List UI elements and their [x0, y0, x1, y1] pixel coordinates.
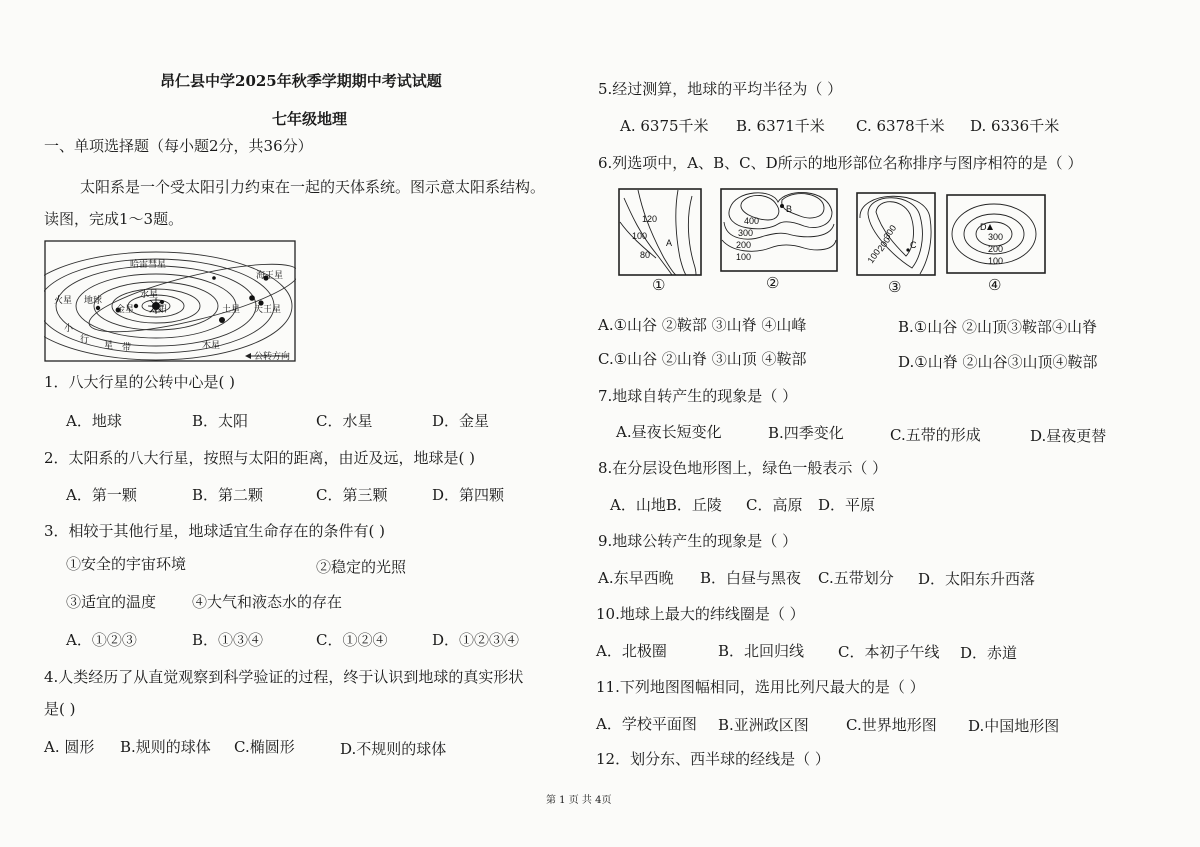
- option-a: A.①山谷 ②鞍部 ③山脊 ④山峰: [598, 316, 807, 334]
- option-a: A.东早西晚: [598, 569, 674, 587]
- contour-label: 300: [881, 223, 899, 242]
- question-stem: 8.在分层设色地形图上，绿色一般表示（ ）: [598, 459, 888, 477]
- option-d: D．①②③④: [432, 631, 520, 649]
- option-c: C．高原: [746, 496, 803, 514]
- option-b: B.①山谷 ②山顶③鞍部④山脊: [898, 318, 1098, 336]
- condition-item: ①安全的宇宙环境: [66, 555, 187, 573]
- option-d: D．太阳东升西落: [918, 570, 1036, 588]
- option-d: D.①山脊 ②山谷③山顶④鞍部: [898, 353, 1098, 371]
- label-jupiter: 木星: [202, 340, 221, 350]
- option-d: D.不规则的球体: [340, 740, 447, 758]
- question-stem: 11.下列地图图幅相同，选用比列尺最大的是（ ）: [596, 678, 925, 696]
- option-c: C.椭圆形: [234, 738, 295, 756]
- contour-label: A: [666, 238, 673, 248]
- option-b: B.四季变化: [768, 424, 844, 442]
- map-number: ①: [652, 276, 666, 294]
- label-belt: 小: [64, 323, 74, 333]
- page-number: 第 1 页 共 4页: [546, 795, 612, 806]
- option-c: C. 6378千米: [856, 117, 945, 135]
- question-stem: 10.地球上最大的纬线圈是（ ）: [596, 605, 805, 623]
- page-subtitle: 七年级地理: [272, 110, 348, 128]
- option-d: D.昼夜更替: [1030, 427, 1107, 445]
- contour-label: 300: [988, 232, 1004, 242]
- contour-map-1: [618, 188, 702, 276]
- map-number: ④: [988, 276, 1002, 294]
- option-c: C．第三颗: [316, 486, 388, 504]
- contour-label: 100: [988, 256, 1004, 266]
- intro-text: 读图，完成1～3题。: [44, 210, 184, 228]
- option-c: C．①②④: [316, 631, 388, 649]
- condition-item: ④大气和液态水的存在: [192, 593, 343, 611]
- option-c: C.世界地形图: [846, 716, 937, 734]
- question-stem: 2．太阳系的八大行星，按照与太阳的距离，由近及远，地球是( ): [44, 449, 476, 467]
- option-d: D．第四颗: [432, 486, 505, 504]
- question-stem: 是( ): [44, 700, 76, 718]
- option-a: A．北极圈: [596, 642, 667, 660]
- label-earth: 地球: [84, 295, 103, 305]
- option-a: A. 圆形: [44, 738, 95, 756]
- label-belt: 带: [122, 342, 132, 352]
- option-b: B．太阳: [192, 412, 249, 430]
- section-heading: 一、单项选择题（每小题2分，共36分）: [44, 137, 313, 155]
- option-b: B.规则的球体: [120, 738, 211, 756]
- label-direction: 公转方向: [254, 351, 291, 361]
- question-stem: 4.人类经历了从直觉观察到科学验证的过程，终于认识到地球的真实形状: [44, 668, 524, 686]
- option-a: A. 6375千米: [620, 117, 709, 135]
- option-b: B．白昼与黑夜: [700, 569, 802, 587]
- option-d: D.中国地形图: [968, 717, 1060, 735]
- option-b: B．第二颗: [192, 486, 264, 504]
- option-d: D．赤道: [960, 644, 1018, 662]
- label-belt: 行: [80, 334, 90, 344]
- intro-text: 太阳系是一个受太阳引力约束在一起的天体系统。图示意太阳系结构。: [80, 178, 546, 196]
- option-c: C.五带划分: [818, 569, 894, 587]
- map-number: ②: [766, 274, 780, 292]
- question-stem: 12．划分东、西半球的经线是（ ）: [596, 750, 830, 768]
- option-b: B．北回归线: [718, 642, 805, 660]
- contour-label: C: [910, 240, 917, 250]
- contour-label: 100: [736, 252, 752, 262]
- condition-item: ③适宜的温度: [66, 593, 157, 611]
- contour-label: 300: [738, 228, 754, 238]
- question-stem: 1．八大行星的公转中心是( ): [44, 373, 236, 391]
- option-c: C.五带的形成: [890, 426, 981, 444]
- option-d: D. 6336千米: [970, 117, 1060, 135]
- question-stem: 5.经过测算，地球的平均半径为（ ）: [598, 80, 843, 98]
- label-neptune: 海王星: [256, 270, 284, 280]
- option-a: A．学校平面图: [596, 715, 697, 733]
- option-a: A．①②③: [66, 631, 137, 649]
- option-d: D．金星: [432, 412, 490, 430]
- question-stem: 7.地球自转产生的现象是（ ）: [598, 387, 798, 405]
- label-comet: 哈雷彗星: [130, 259, 167, 269]
- contour-map-3: [856, 192, 936, 276]
- option-a: A.昼夜长短变化: [616, 423, 722, 441]
- contour-label: 100: [632, 231, 648, 241]
- contour-label: 200: [988, 244, 1004, 254]
- option-c: C．本初子午线: [838, 643, 940, 661]
- contour-label: 200: [875, 235, 893, 254]
- label-venus: 金星: [116, 304, 135, 314]
- question-stem: 9.地球公转产生的现象是（ ）: [598, 532, 798, 550]
- option-d: D．平原: [818, 496, 876, 514]
- label-saturn: 土星: [222, 304, 241, 314]
- label-sun: 太阳: [149, 304, 168, 314]
- contour-label: 80: [640, 250, 651, 260]
- option-b: B．①③④: [192, 631, 264, 649]
- label-uranus: 天王星: [254, 304, 282, 314]
- contour-label: 100: [865, 247, 883, 266]
- map-number: ③: [888, 278, 902, 296]
- question-stem: 6.列选项中，A、B、C、D所示的地形部位名称排序与图序相符的是（ ）: [598, 154, 1083, 172]
- option-b: B.亚洲政区图: [718, 716, 809, 734]
- contour-label: 120: [642, 214, 658, 224]
- label-mars: 火星: [54, 295, 73, 305]
- contour-map-2: [720, 188, 838, 272]
- page-title: 昂仁县中学2025年秋季学期期中考试试题: [160, 72, 442, 90]
- label-belt: 星: [104, 340, 114, 350]
- option-c: C.①山谷 ②山脊 ③山顶 ④鞍部: [598, 350, 807, 368]
- option-a: A．第一颗: [66, 486, 137, 504]
- contour-label: B: [786, 204, 793, 214]
- option-a: A．山地B．丘陵: [610, 496, 722, 514]
- contour-label: D: [980, 222, 987, 232]
- question-stem: 3．相较于其他行星，地球适宜生命存在的条件有( ): [44, 522, 386, 540]
- label-mercury: 水星: [140, 289, 159, 299]
- contour-label: 400: [744, 216, 760, 226]
- contour-label: 200: [736, 240, 752, 250]
- contour-map-4: [946, 194, 1046, 274]
- option-c: C．水星: [316, 412, 373, 430]
- condition-item: ②稳定的光照: [316, 558, 407, 576]
- option-b: B. 6371千米: [736, 117, 825, 135]
- option-a: A．地球: [66, 412, 122, 430]
- solar-system-diagram: [44, 240, 296, 362]
